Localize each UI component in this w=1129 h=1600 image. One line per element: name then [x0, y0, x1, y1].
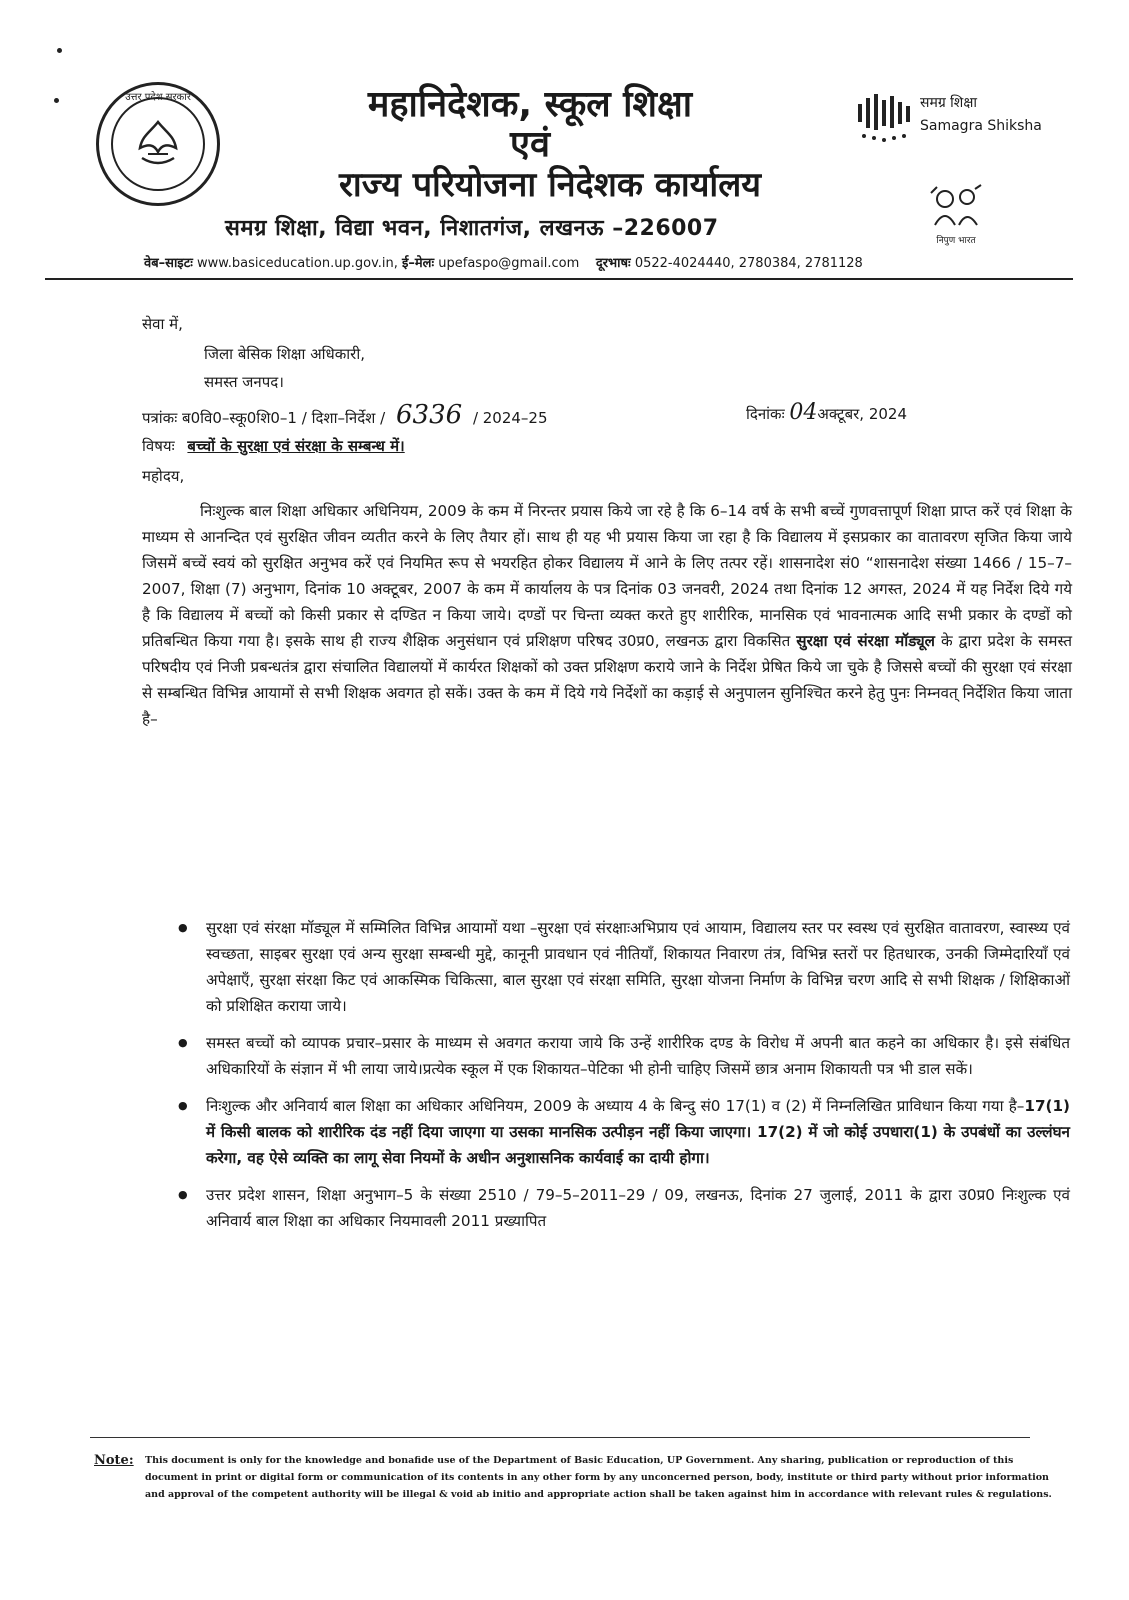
bullet-text-2: समस्त बच्चों को व्यापक प्रचार–प्रसार के माध्यम से अवगत कराया जाये कि उन्हें शारीरिक दण्ड के विरोध में अपनी बात कहने का अधिकार है। इसे संबंधित अधिकारियों के संज्ञान में भी लाया जाये।प्रत्येक स्कूल में एक शिकायत–पेटिका भी होनी चाहिए जिसमें छात्र अनाम शिकायती पत्र भी डाल सकें।	[206, 1034, 1070, 1078]
nipun-bharat-text: निपुण भारत	[936, 236, 976, 246]
paragraph-part1: निःशुल्क बाल शिक्षा अधिकार अधिनियम, 2009 के कम में निरन्तर प्रयास किये जा रहे है कि 6–14 वर्ष के सभी बच्चें गुणवत्तापूर्ण शिक्षा प्राप्त करें एवं शिक्षा के माध्यम से आनन्दित एवं सुरक्षित जीवन व्यतीत करने के लिए तैयार हों। साथ ही यह भी प्रयास किया जा रहा है कि विद्यालय में इसप्रकार का वातावरण सृजित किया जाये जिसमें बच्चें स्वयं को सुरक्षित अनुभव करें एवं नियमित रूप से भयरहित होकर विद्यालय में आने के लिए तत्पर रहें। शासनादेश सं0 “शासनादेश संख्या 1466 / 15–7–2007, शिक्षा (7) अनुभाग, दिनांक 10 अक्टूबर, 2007 के कम में कार्यालय के पत्र दिनांक 03 जनवरी, 2024 तथा दिनांक 12 अगस्त, 2024 में यह निर्देश दिये गये है कि विद्यालय में बच्चों को किसी प्रकार से दण्डित न किया जाये। दण्डों पर चिन्ता व्यक्त करते हुए शारीरिक, मानसिक एवं भावनात्मक आदि सभी प्रकार के दण्डों को प्रतिबन्धित किया गया है। इसके साथ ही राज्य शैक्षिक अनुसंधान एवं प्रशिक्षण परिषद उ0प्र0, लखनऊ द्वारा विकसित	[142, 502, 1072, 650]
header-address: समग्र शिक्षा, विद्या भवन, निशातगंज, लखनऊ –226007	[225, 216, 719, 241]
directive-list	[178, 915, 1070, 1245]
bullet-text-4: उत्तर प्रदेश शासन, शिक्षा अनुभाग–5 के संख्या 2510 / 79–5–2011–29 / 09, लखनऊ, दिनांक 27 जुलाई, 2011 के द्वारा उ0प्र0 निःशुल्क एवं अनिवार्य बाल शिक्षा का अधिकार नियमावली 2011 प्रख्यापित	[206, 1186, 1070, 1230]
bullet-text-1: सुरक्षा एवं संरक्षा मॉड्यूल में सम्मिलित विभिन्न आयामों यथा –सुरक्षा एवं संरक्षाःअभिप्राय एवं आयाम, विद्यालय स्तर पर स्वस्थ एवं सुरक्षित वातावरण, स्वास्थ्य एवं स्वच्छता, साइबर सुरक्षा एवं अन्य सुरक्षा सम्बन्धी मुद्दे, कानूनी प्रावधान एवं नीतियाँ, शिकायत निवारण तंत्र, विभिन्न स्तरों पर हितधारक, उनकी जिम्मेदारियाँ एवं अपेक्षाएँ, सुरक्षा संरक्षा किट एवं आकस्मिक चिकित्सा, बाल सुरक्षा एवं संरक्षा समिति, सुरक्षा योजना निर्माण के विभिन्न चरण आदि से सभी शिक्षक / शिक्षिकाओं को प्रशिक्षित कराया जाये।	[206, 919, 1070, 1015]
date-line	[746, 400, 907, 425]
seal-text: उत्तर प्रदेश सरकार	[125, 92, 191, 103]
header-title-line1: महानिदेशक, स्कूल शिक्षा	[367, 84, 693, 125]
margin-mark-middle	[54, 98, 59, 103]
list-item	[178, 1182, 1070, 1234]
paragraph-part2: के द्वारा प्रदेश के समस्त परिषदीय एवं निजी प्रबन्धतंत्र द्वारा संचालित विद्यालयों में कार्यरत शिक्षकों को उक्त प्रशिक्षण कराये जाने के निर्देश प्रेषित किये जा चुके है जिससे बच्चों की सुरक्षा एवं संरक्षा से सम्बन्धित विभिन्न आयामों से सभी शिक्षक अवगत हो सकें। उक्त के कम में दिये गये निर्देशों का कड़ाई से अनुपालन सुनिश्चित करने हेतु पुनः निम्नवत् निर्देशित किया जाता है–	[142, 632, 1073, 728]
bullet-text-3: निःशुल्क और अनिवार्य बाल शिक्षा का अधिकार अधिनियम, 2009 के अध्याय 4 के बिन्दु सं0 17(1) व (2) में निम्नलिखित प्राविधान किया गया है–	[206, 1097, 1025, 1115]
ref-label: पत्रांकः	[142, 409, 178, 427]
email-link[interactable]: upefaspo@gmail.com	[438, 256, 580, 271]
subject-label: विषयः	[142, 437, 175, 455]
footer-divider	[90, 1437, 1030, 1438]
subject-line	[142, 436, 405, 456]
recipient-line2: समस्त जनपद।	[204, 373, 284, 391]
list-item	[178, 1093, 1070, 1171]
government-seal	[96, 82, 220, 206]
reference-line	[142, 400, 548, 430]
list-item	[178, 1030, 1070, 1082]
note-text: This document is only for the knowledge and bonafide use of the Department of Basic Education, UP Government. Any sharing, publication or reproduction of this document in print or digital form or communication of its contents in any other form by any unconcerned person, body, institute or third party without prior information and approval of the competent authority will be illegal & void ab initio and appropriate action shall be taken against him in accordance with relevant rules & regulations.	[145, 1455, 1052, 1500]
ref-prefix: ब0वि0–स्कू0शि0–1 / दिशा–निर्देश /	[182, 409, 386, 427]
ref-number-handwritten: 6336	[395, 400, 463, 430]
date-rest: अक्टूबर, 2024	[817, 405, 908, 423]
date-day-handwritten: 04	[789, 400, 818, 425]
salutation: महोदय,	[142, 467, 185, 485]
email-label: ई–मेलः	[402, 256, 435, 271]
to-label: सेवा में,	[142, 315, 183, 333]
recipient-line1: जिला बेसिक शिक्षा अधिकारी,	[204, 345, 365, 363]
note-label: Note:	[94, 1453, 134, 1468]
samagra-shiksha-hindi: समग्र शिक्षा	[920, 95, 977, 111]
website-label: वेब–साइटः	[144, 256, 193, 271]
nipun-bharat-logo-icon	[925, 183, 987, 231]
header-title-line2: एवं	[510, 124, 550, 165]
website-link[interactable]: www.basiceducation.up.gov.in,	[197, 256, 398, 271]
list-item	[178, 915, 1070, 1019]
emblem-icon	[111, 97, 205, 191]
main-paragraph	[142, 498, 1072, 732]
samagra-shiksha-english: Samagra Shiksha	[920, 118, 1042, 134]
header-title-line3: राज्य परियोजना निदेशक कार्यालय	[338, 165, 762, 205]
phone-label: दूरभाषः	[595, 256, 631, 271]
header-divider	[45, 278, 1073, 280]
subject-text: बच्चों के सुरक्षा एवं संरक्षा के सम्बन्ध में।	[187, 437, 405, 455]
margin-mark-top	[57, 48, 62, 53]
contact-line	[144, 253, 1044, 271]
ref-suffix: / 2024–25	[472, 409, 548, 427]
date-label: दिनांकः	[746, 405, 785, 423]
paragraph-bold-module: सुरक्षा एवं संरक्षा मॉड्यूल	[796, 632, 935, 650]
phone-numbers: 0522-4024440, 2780384, 2781128	[634, 256, 863, 271]
samagra-shiksha-logo-icon	[854, 90, 914, 148]
bullet-text-3-bold: 17(1) में किसी बालक को शारीरिक दंड नहीं दिया जाएगा या उसका मानसिक उत्पीड़न नहीं किया जाएगा। 17(2) में जो कोई उपधारा(1) के उपबंधों का उल्लंघन करेगा, वह ऐसे व्यक्ति का लागू सेवा नियमों के अधीन अनुशासनिक कार्यवाई का दायी होगा।	[206, 1097, 1070, 1167]
